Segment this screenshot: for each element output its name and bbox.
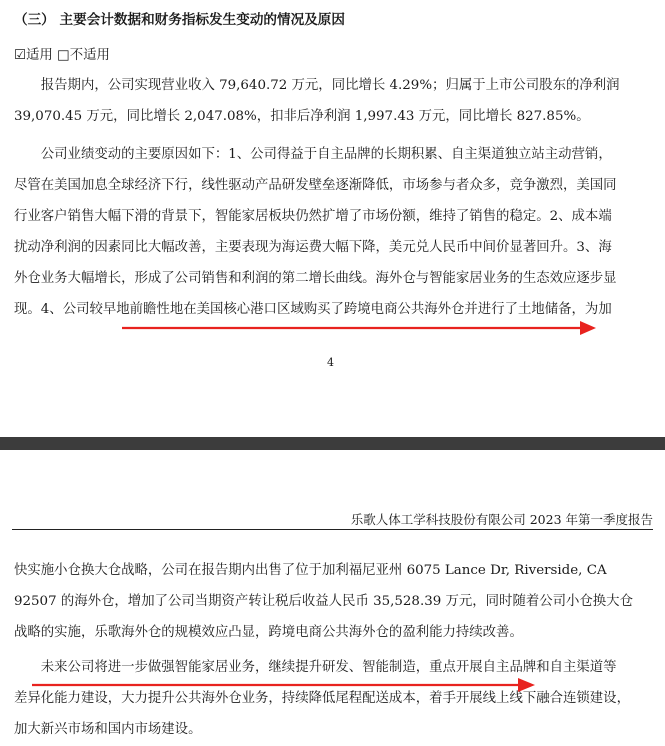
page1-line-5: 行业客户销售大幅下滑的背景下，智能家居板块仍然扩增了市场份额，维持了销售的稳定。2、成本端 [14,209,612,224]
page1-line-2: 39,070.45 万元，同比增长 2,047.08%，扣非后净利润 1,997.43 万元，同比增长 827.85%。 [14,109,590,124]
page2-line-6: 加大新兴市场和国内市场建设。 [14,722,202,737]
page1-line-4: 尽管在美国加息全球经济下行，线性驱动产品研发壁垒逐渐降低，市场参与者众多，竞争激烈，美国同 [14,178,617,193]
page-break [0,437,665,450]
page1-line-7: 外仓业务大幅增长，形成了公司销售和利润的第二增长曲线。海外仓与智能家居业务的生态效应逐步显 [14,271,617,286]
page1-line-6: 扰动净利润的因素同比大幅改善，主要表现为海运费大幅下降，美元兑人民币中间价显著回升。3、海 [14,240,612,255]
running-header: 乐歌人体工学科技股份有限公司 2023 年第一季度报告 [350,512,653,527]
applicability-options: ☑适用 □不适用 [14,48,110,63]
section-heading: （三） 主要会计数据和财务指标发生变动的情况及原因 [14,12,345,28]
annotation-arrow-2 [30,675,540,695]
page2-line-5: 差异化能力建设，大力提升公共海外仓业务，持续降低尾程配送成本，着手开展线上线下融合连锁建设， [14,691,630,706]
page2-line-3: 战略的实施，乐歌海外仓的规模效应凸显，跨境电商公共海外仓的盈利能力持续改善。 [14,625,523,640]
page-number: 4 [327,356,334,369]
page1-line-1: 报告期内，公司实现营业收入 79,640.72 万元，同比增长 4.29%；归属于上市公司股东的净利润 [14,78,620,93]
page2-line-4: 未来公司将进一步做强智能家居业务，继续提升研发、智能制造，重点开展自主品牌和自主渠道等 [14,660,617,675]
page2-line-2: 92507 的海外仓，增加了公司当期资产转让税后收益人民币 35,528.39 万元，同时随着公司小仓换大仓 [14,594,633,609]
annotation-arrow-1 [120,318,600,338]
page1-line-8: 现。4、公司较早地前瞻性地在美国核心港口区域购买了跨境电商公共海外仓并进行了土地储备，为加 [14,302,612,317]
page2-line-1: 快实施小仓换大仓战略，公司在报告期内出售了位于加利福尼亚州 6075 Lance Dr, Riverside, CA [14,563,607,578]
header-rule [12,529,653,530]
page1-line-3: 公司业绩变动的主要原因如下：1、公司得益于自主品牌的长期积累、自主渠道独立站主动营销， [14,147,612,162]
